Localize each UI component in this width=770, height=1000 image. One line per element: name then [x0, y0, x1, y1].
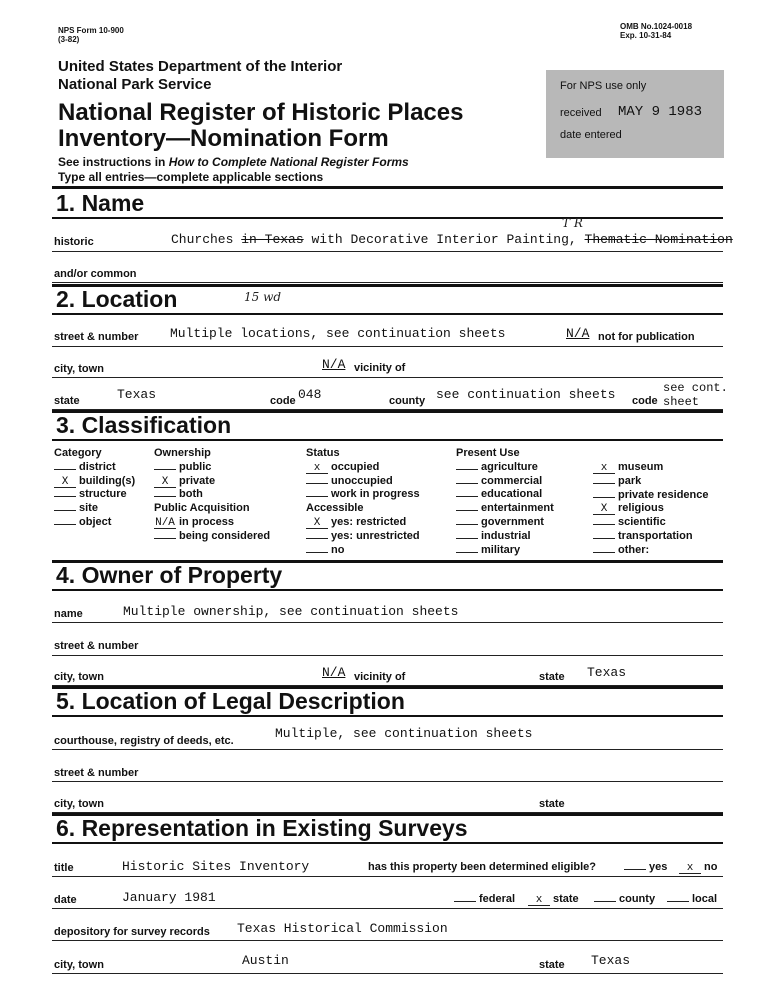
common-label: and/or common [54, 268, 137, 280]
owner-street-underline [52, 655, 723, 656]
present-use-label: military [481, 543, 521, 556]
handwritten-note: 15 wd [244, 290, 282, 304]
category-label: object [79, 515, 112, 528]
section3-title: 3. Classification [56, 412, 232, 438]
state-label: state [54, 395, 80, 407]
owner-name-value: Multiple ownership, see continuation sheets [123, 604, 459, 619]
present-use-item [456, 544, 554, 558]
accessible-label: no [331, 543, 345, 556]
accessible-checkbox: X [306, 518, 328, 529]
present-use-column-b [593, 461, 709, 558]
ownership-checkbox [154, 469, 176, 470]
nps-use-stamp [546, 70, 724, 158]
acquisition-checkbox: N/A [155, 516, 175, 529]
county-blank [594, 901, 616, 902]
city-label: city, town [54, 363, 104, 375]
survey-state-value: Texas [591, 953, 631, 968]
present-use-item [593, 489, 709, 503]
depository-value: Texas Historical Commission [237, 921, 448, 936]
owner-city-label: city, town [54, 671, 104, 683]
street-underline [52, 346, 723, 347]
status-label: occupied [331, 460, 380, 473]
status-header: Status [306, 447, 340, 459]
county-level-label: county [619, 893, 656, 905]
state-mark: x [528, 895, 550, 906]
form-number [58, 26, 124, 44]
present-use-checkbox [593, 497, 615, 498]
service-name: National Park Service [58, 76, 212, 93]
present-use-checkbox [593, 524, 615, 525]
eligible-yes [624, 861, 667, 873]
accessible-label: yes: unrestricted [331, 529, 420, 542]
section6-title-rule [52, 842, 723, 844]
ownership-label: private [179, 474, 216, 487]
accessible-checkbox [306, 538, 328, 539]
accessible-item [306, 530, 420, 544]
form-date-text: (3-82) [58, 35, 80, 44]
eligible-no [679, 861, 717, 874]
present-use-item [456, 502, 554, 516]
acquisition-label: in process [179, 515, 235, 528]
depository-underline [52, 940, 723, 941]
survey-city-underline [52, 973, 723, 974]
instructions-line1 [58, 155, 409, 169]
courthouse-value: Multiple, see continuation sheets [275, 726, 533, 741]
level-county [594, 893, 655, 905]
survey-date-underline [52, 908, 723, 909]
code2-value [663, 381, 728, 409]
eligible-yes-label: yes [649, 861, 668, 873]
acquisition-header: Public Acquisition [154, 502, 250, 515]
present-use-label: private residence [618, 488, 709, 501]
present-use-item [593, 530, 709, 544]
legal-street-underline [52, 781, 723, 782]
category-items [54, 461, 135, 530]
code2-label: code [632, 395, 658, 407]
category-checkbox: X [54, 477, 76, 488]
present-use-checkbox [456, 538, 478, 539]
historic-name-value [171, 232, 733, 247]
survey-date-value: January 1981 [122, 890, 216, 905]
ownership-items [154, 461, 270, 502]
category-item [54, 488, 135, 502]
code2-value-line1: see cont. [663, 381, 728, 395]
category-column [54, 447, 135, 530]
ownership-item [154, 461, 270, 475]
survey-city-value: Austin [242, 953, 289, 968]
historic-underline [52, 251, 723, 252]
county-value: see continuation sheets [436, 387, 616, 402]
survey-date-label: date [54, 894, 77, 906]
status-checkbox: x [306, 463, 328, 474]
present-use-checkbox [593, 538, 615, 539]
present-use-checkbox [456, 552, 478, 553]
section1-top-rule [52, 186, 723, 189]
code-label: code [270, 395, 296, 407]
owner-state-label: state [539, 671, 565, 683]
section5-title: 5. Location of Legal Description [56, 688, 405, 714]
owner-name-label: name [54, 608, 83, 620]
ownership-label: both [179, 488, 203, 501]
eligible-question: has this property been determined eligible? [368, 861, 596, 873]
survey-title-label: title [54, 862, 74, 874]
present-use-item [456, 461, 554, 475]
present-use-checkbox [593, 483, 615, 484]
accessible-label: yes: restricted [331, 515, 407, 528]
acquisition-item [154, 516, 270, 530]
street-value: Multiple locations, see continuation sheets [170, 326, 506, 341]
present-use-checkbox [456, 496, 478, 497]
category-label: district [79, 460, 116, 473]
state-value: Texas [117, 387, 157, 402]
form-title-line1: National Register of Historic Places [58, 99, 464, 126]
ownership-column [154, 447, 270, 544]
section5-title-rule [52, 715, 723, 717]
nfp-value: N/A [566, 326, 590, 341]
present-use-item [593, 502, 709, 516]
city-vicinity-value: N/A [322, 357, 346, 372]
accessible-items [306, 516, 420, 557]
category-label: structure [79, 488, 127, 501]
survey-state-label: state [539, 959, 565, 971]
eligible-yes-blank [624, 869, 646, 870]
present-use-item [456, 530, 554, 544]
ownership-header: Ownership [154, 447, 211, 459]
level-state [528, 893, 579, 906]
historic-name-part2: with Decorative Interior Painting, [311, 232, 577, 247]
present-use-label: scientific [618, 516, 666, 529]
present-use-item [456, 488, 554, 502]
legal-state-label: state [539, 798, 565, 810]
historic-label: historic [54, 236, 94, 248]
category-label: site [79, 502, 98, 515]
state-level-label: state [553, 893, 579, 905]
status-items [306, 461, 420, 502]
status-column [306, 447, 420, 557]
present-use-checkbox: x [593, 463, 615, 474]
present-use-item [593, 461, 709, 475]
owner-name-underline [52, 622, 723, 623]
street-label: street & number [54, 331, 139, 343]
present-use-checkbox: X [593, 504, 615, 515]
form-title-line2: Inventory—Nomination Form [58, 125, 389, 152]
status-item [306, 475, 420, 489]
present-use-label: museum [618, 461, 664, 473]
omb-number-text: OMB No.1024-0018 [620, 22, 693, 31]
survey-title-value: Historic Sites Inventory [122, 859, 310, 874]
present-use-item [593, 544, 709, 558]
present-use-label: other: [618, 543, 650, 556]
courthouse-underline [52, 749, 723, 750]
courthouse-label: courthouse, registry of deeds, etc. [54, 735, 234, 747]
owner-state-value: Texas [587, 665, 627, 680]
instructions-prefix: See instructions in [58, 155, 169, 169]
acquisition-checkbox [154, 538, 176, 539]
category-checkbox [54, 510, 76, 511]
historic-name-struck: in Texas [241, 232, 304, 247]
ownership-checkbox [154, 496, 176, 497]
status-checkbox [306, 483, 328, 484]
omb-expiration-text: Exp. 10-31-84 [620, 31, 672, 40]
code-value: 048 [298, 387, 322, 402]
present-use-items-a [456, 461, 554, 558]
handwritten-tr-note: T R [562, 216, 583, 230]
present-use-checkbox [456, 524, 478, 525]
section2-title-rule [52, 313, 723, 315]
eligible-no-mark: x [679, 863, 701, 874]
instructions-line2: Type all entries—complete applicable sections [58, 170, 324, 184]
eligible-no-label: no [704, 861, 718, 873]
ownership-item [154, 488, 270, 502]
category-item [54, 502, 135, 516]
code2-value-line2: sheet [663, 395, 700, 409]
federal-blank [454, 901, 476, 902]
federal-label: federal [479, 893, 516, 905]
section1-title-rule [52, 217, 723, 219]
accessible-item [306, 544, 420, 558]
vicinity-label: vicinity of [354, 362, 406, 374]
present-use-header: Present Use [456, 447, 520, 459]
city-underline [52, 377, 723, 378]
local-blank [667, 901, 689, 902]
survey-title-underline [52, 876, 723, 877]
present-use-items-b [593, 461, 709, 558]
present-use-label: park [618, 474, 642, 487]
accessible-item [306, 516, 420, 530]
acquisition-items [154, 516, 270, 544]
category-checkbox [54, 496, 76, 497]
category-header: Category [54, 447, 102, 459]
category-item [54, 516, 135, 530]
level-federal [454, 893, 515, 905]
present-use-item [593, 475, 709, 489]
present-use-label: transportation [618, 529, 693, 542]
section4-title: 4. Owner of Property [56, 562, 283, 588]
stamp-header: For NPS use only [560, 80, 647, 92]
present-use-checkbox [456, 483, 478, 484]
status-label: unoccupied [331, 474, 393, 487]
omb-number [620, 22, 692, 40]
present-use-column [456, 447, 554, 557]
present-use-label: religious [618, 502, 664, 515]
status-item [306, 461, 420, 475]
present-use-checkbox [593, 552, 615, 553]
county-label: county [389, 395, 426, 407]
present-use-item [456, 516, 554, 530]
form-number-text: NPS Form 10-900 [58, 26, 124, 35]
present-use-label: entertainment [481, 502, 554, 515]
historic-name-part1: Churches [171, 232, 234, 247]
date-entered-label: date entered [560, 129, 622, 141]
acquisition-item [154, 530, 270, 544]
present-use-item [593, 516, 709, 530]
department-name: United States Department of the Interior [58, 58, 343, 75]
present-use-label: commercial [481, 474, 543, 487]
survey-city-label: city, town [54, 959, 104, 971]
status-checkbox [306, 496, 328, 497]
accessible-header: Accessible [306, 502, 364, 515]
ownership-checkbox: X [154, 477, 176, 488]
section4-title-rule [52, 589, 723, 591]
section1-title: 1. Name [56, 190, 145, 216]
owner-street-label: street & number [54, 640, 139, 652]
legal-city-label: city, town [54, 798, 104, 810]
section3-title-rule [52, 439, 723, 441]
present-use-label: government [481, 515, 544, 528]
status-item [306, 488, 420, 502]
present-use-item [456, 475, 554, 489]
category-label: building(s) [79, 474, 136, 487]
present-use-label: educational [481, 488, 543, 501]
category-item [54, 461, 135, 475]
depository-label: depository for survey records [54, 926, 210, 938]
ownership-item [154, 475, 270, 489]
local-level-label: local [692, 893, 718, 905]
common-underline [52, 282, 723, 283]
section2-title: 2. Location [56, 286, 178, 312]
present-use-label: industrial [481, 529, 531, 542]
legal-street-label: street & number [54, 767, 139, 779]
instructions-guide-title: How to Complete National Register Forms [168, 155, 409, 169]
acquisition-label: being considered [179, 529, 271, 542]
received-date: MAY 9 1983 [618, 104, 703, 120]
historic-name-struck2: Thematic Nomination [584, 232, 733, 247]
level-local [667, 893, 717, 905]
received-label: received [560, 107, 602, 119]
category-checkbox [54, 524, 76, 525]
nfp-label: not for publication [598, 331, 695, 343]
status-label: work in progress [331, 488, 420, 501]
category-checkbox [54, 469, 76, 470]
present-use-checkbox [456, 510, 478, 511]
accessible-checkbox [306, 552, 328, 553]
section6-title: 6. Representation in Existing Surveys [56, 815, 468, 841]
owner-vicinity-label: vicinity of [354, 671, 406, 683]
owner-vicinity-value: N/A [322, 665, 346, 680]
ownership-label: public [179, 460, 212, 473]
category-item [54, 475, 135, 489]
present-use-checkbox [456, 469, 478, 470]
present-use-label: agriculture [481, 460, 538, 473]
